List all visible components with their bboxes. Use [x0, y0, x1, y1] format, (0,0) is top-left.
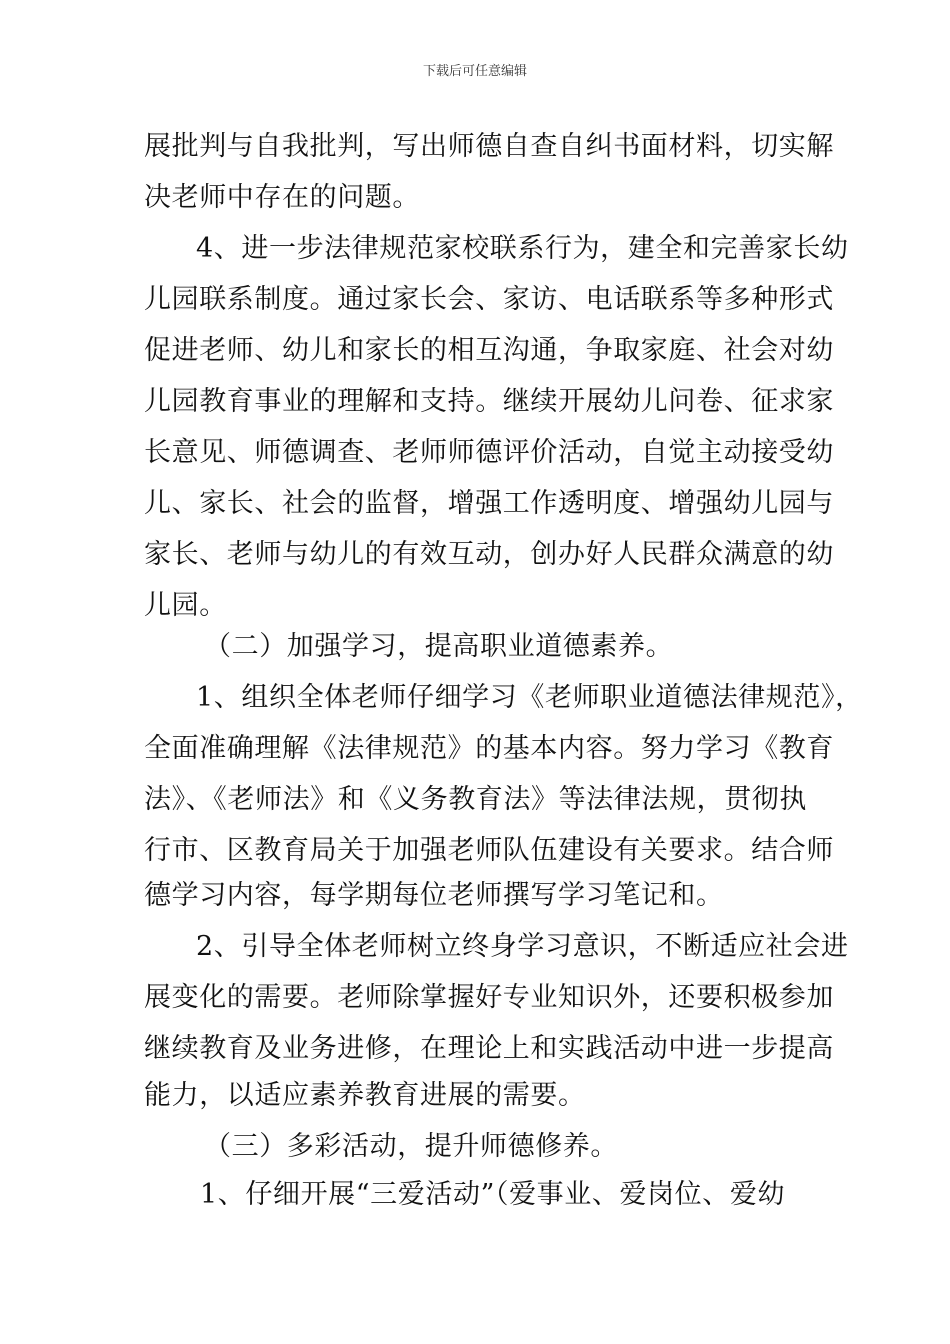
body-line: 法》、《老师法》和《义务教育法》等法律法规，贯彻执 [144, 784, 807, 815]
body-line: 展变化的需要。老师除掌握好专业知识外，还要积极参加 [144, 982, 834, 1013]
body-line: 长意见、师德调查、老师师德评价活动，自觉主动接受幼 [144, 437, 834, 468]
body-line: 家长、老师与幼儿的有效互动，创办好人民群众满意的幼 [144, 539, 834, 570]
page-header: 下载后可任意编辑 [422, 64, 527, 79]
body-line: 行市、区教育局关于加强老师队伍建设有关要求。结合师 [144, 835, 834, 866]
body-line: 促进老师、幼儿和家长的相互沟通，争取家庭、社会对幼 [144, 335, 834, 366]
body-line: 继续教育及业务进修，在理论上和实践活动中进一步提高 [144, 1033, 834, 1064]
section-heading: （二）加强学习，提高职业道德素养。 [204, 631, 674, 662]
body-line: 展批判与自我批判，写出师德自查自纠书面材料，切实解 [144, 131, 834, 162]
paragraph-first-line: 4、进一步法律规范家校联系行为，建全和完善家长幼 [196, 233, 849, 264]
body-line: 德学习内容，每学期每位老师撰写学习笔记和。 [144, 880, 724, 911]
body-line: 全面准确理解《法律规范》的基本内容。努力学习《教育 [144, 733, 834, 764]
body-line: 儿园联系制度。通过家长会、家访、电话联系等多种形式 [144, 284, 834, 315]
paragraph-first-line: 1、组织全体老师仔细学习《老师职业道德法律规范》， [196, 682, 863, 713]
body-line: 儿园。 [144, 590, 227, 621]
body-line: 能力，以适应素养教育进展的需要。 [144, 1080, 586, 1111]
body-line: 决老师中存在的问题。 [144, 182, 420, 213]
section-heading: （三）多彩活动，提升师德修养。 [204, 1131, 618, 1162]
body-line: 儿、家长、社会的监督，增强工作透明度、增强幼儿园与 [144, 488, 834, 519]
body-line: 儿园教育事业的理解和支持。继续开展幼儿问卷、征求家 [144, 386, 834, 417]
paragraph-first-line: 2、引导全体老师树立终身学习意识，不断适应社会进 [196, 931, 849, 962]
paragraph-first-line: 1、仔细开展“三爱活动”（爱事业、爱岗位、爱幼 [200, 1179, 786, 1210]
